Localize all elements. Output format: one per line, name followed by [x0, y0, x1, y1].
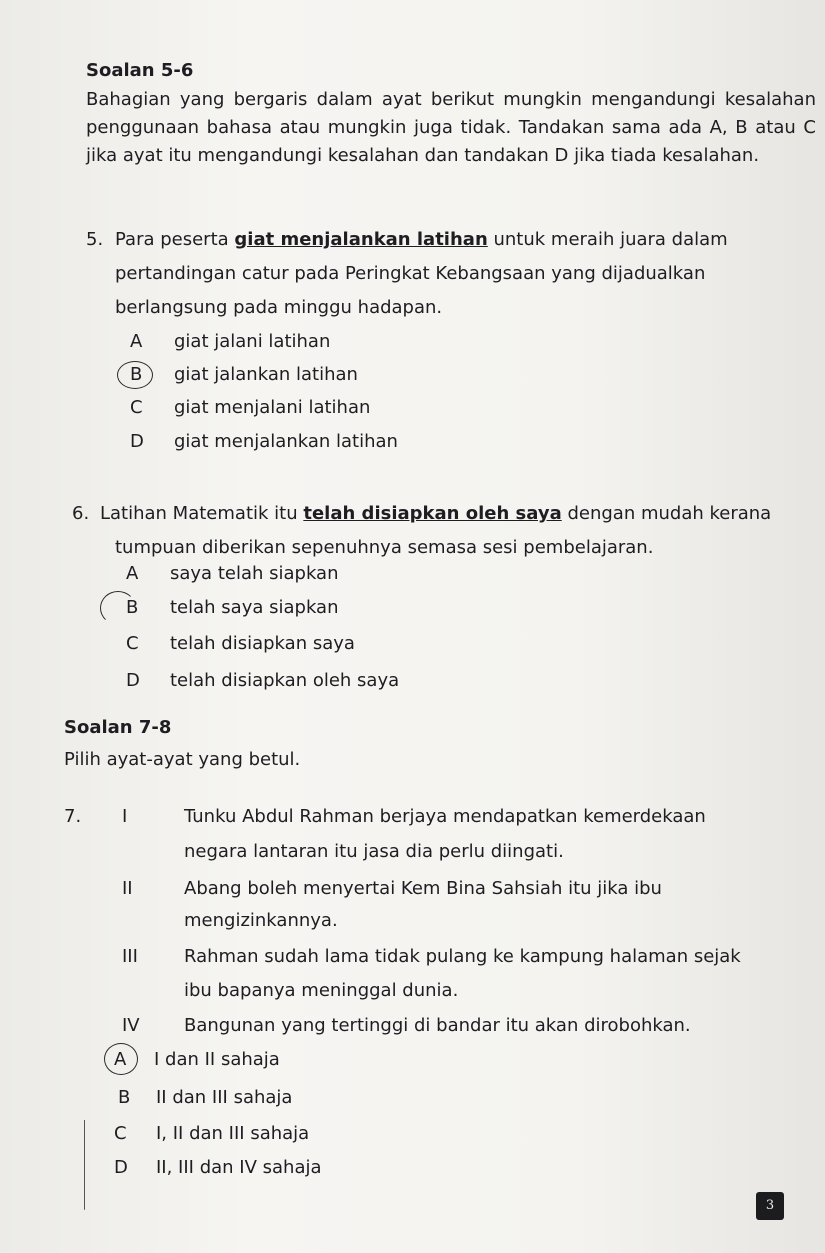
statement-iii-line-2: ibu bapanya meninggal dunia.: [184, 980, 459, 1001]
question-5-option-b[interactable]: [130, 364, 358, 385]
pen-stroke-mark: [84, 1120, 85, 1210]
question-6-option-d[interactable]: [126, 670, 399, 691]
question-7-number: 7.: [64, 806, 82, 827]
statement-i-line-2: negara lantaran itu jasa dia perlu diingati.: [184, 841, 564, 862]
question-5-line-3: berlangsung pada minggu hadapan.: [115, 297, 443, 318]
question-5-underlined: giat menjalankan latihan: [234, 229, 488, 250]
statement-i-line-1: Tunku Abdul Rahman berjaya mendapatkan kemerdekaan: [184, 806, 706, 827]
option-text: giat jalankan latihan: [174, 364, 358, 385]
option-text: II, III dan IV sahaja: [156, 1157, 322, 1178]
question-6-line-2: tumpuan diberikan sepenuhnya semasa sesi pembelajaran.: [115, 537, 654, 558]
option-letter: D: [126, 670, 140, 691]
option-text: giat menjalankan latihan: [174, 431, 398, 452]
question-6-option-a[interactable]: [126, 563, 339, 584]
option-letter: C: [114, 1123, 127, 1144]
statement-ii-line-2: mengizinkannya.: [184, 910, 338, 931]
question-5-line-1: [115, 229, 728, 250]
section-heading-7-8: Soalan 7-8: [64, 717, 172, 738]
option-text: telah disiapkan saya: [170, 633, 355, 654]
option-letter: D: [114, 1157, 128, 1178]
page-number: 3: [756, 1192, 784, 1220]
answer-circle-mark: [117, 361, 153, 389]
option-letter: C: [130, 397, 143, 418]
question-5-text-post: untuk meraih juara dalam: [487, 229, 728, 250]
option-letter: D: [130, 431, 144, 452]
question-5-option-c[interactable]: [130, 397, 370, 418]
question-7-option-d[interactable]: [114, 1157, 322, 1178]
statement-iii-line-1: Rahman sudah lama tidak pulang ke kampung halaman sejak: [184, 946, 741, 967]
statement-roman-iii: III: [122, 946, 138, 967]
question-6-number: 6.: [72, 503, 90, 524]
option-letter: A: [126, 563, 139, 584]
statement-ii-line-1: Abang boleh menyertai Kem Bina Sahsiah itu jika ibu: [184, 878, 662, 899]
section-instruction-5-6: Bahagian yang bergaris dalam ayat berikut mungkin mengandungi kesalahan penggunaan bahasa atau mungkin juga tidak. Tandakan sama ada A, B atau C jika ayat itu mengandungi kesalahan dan tandakan D jika tiada kesalahan.: [86, 89, 816, 166]
answer-circle-mark: [100, 591, 136, 625]
option-letter: B: [118, 1087, 131, 1108]
option-letter: C: [126, 633, 139, 654]
option-text: II dan III sahaja: [156, 1087, 293, 1108]
section-instruction-7-8: Pilih ayat-ayat yang betul.: [64, 749, 301, 770]
option-text: I dan II sahaja: [154, 1049, 280, 1070]
question-5-text-pre: Para peserta: [115, 229, 235, 250]
statement-roman-iv: IV: [122, 1015, 140, 1036]
question-7-option-c[interactable]: [114, 1123, 309, 1144]
section-heading-5-6: Soalan 5-6: [86, 60, 194, 81]
option-text: saya telah siapkan: [170, 563, 339, 584]
statement-roman-i: I: [122, 806, 128, 827]
option-text: telah saya siapkan: [170, 597, 339, 618]
question-6-text-post: dengan mudah kerana: [561, 503, 772, 524]
answer-circle-mark: [104, 1043, 138, 1075]
statement-roman-ii: II: [122, 878, 133, 899]
question-6-line-1: [100, 503, 771, 524]
question-5-number: 5.: [86, 229, 104, 250]
option-letter: A: [130, 331, 143, 352]
question-5-line-2: pertandingan catur pada Peringkat Kebangsaan yang dijadualkan: [115, 263, 706, 284]
option-text: telah disiapkan oleh saya: [170, 670, 400, 691]
question-5-option-d[interactable]: [130, 431, 398, 452]
question-6-option-b[interactable]: [126, 597, 339, 618]
question-5-option-a[interactable]: [130, 331, 330, 352]
question-7-option-a[interactable]: [114, 1049, 280, 1070]
question-6-text-pre: Latihan Matematik itu: [100, 503, 304, 524]
option-letter: B: [130, 364, 143, 385]
option-letter: B: [126, 597, 139, 618]
option-text: I, II dan III sahaja: [156, 1123, 310, 1144]
statement-iv-line-1: Bangunan yang tertinggi di bandar itu akan dirobohkan.: [184, 1015, 691, 1036]
option-text: giat menjalani latihan: [174, 397, 371, 418]
question-6-underlined: telah disiapkan oleh saya: [303, 503, 562, 524]
option-letter: A: [114, 1049, 127, 1070]
question-7-option-b[interactable]: [118, 1087, 292, 1108]
option-text: giat jalani latihan: [174, 331, 331, 352]
question-6-option-c[interactable]: [126, 633, 355, 654]
